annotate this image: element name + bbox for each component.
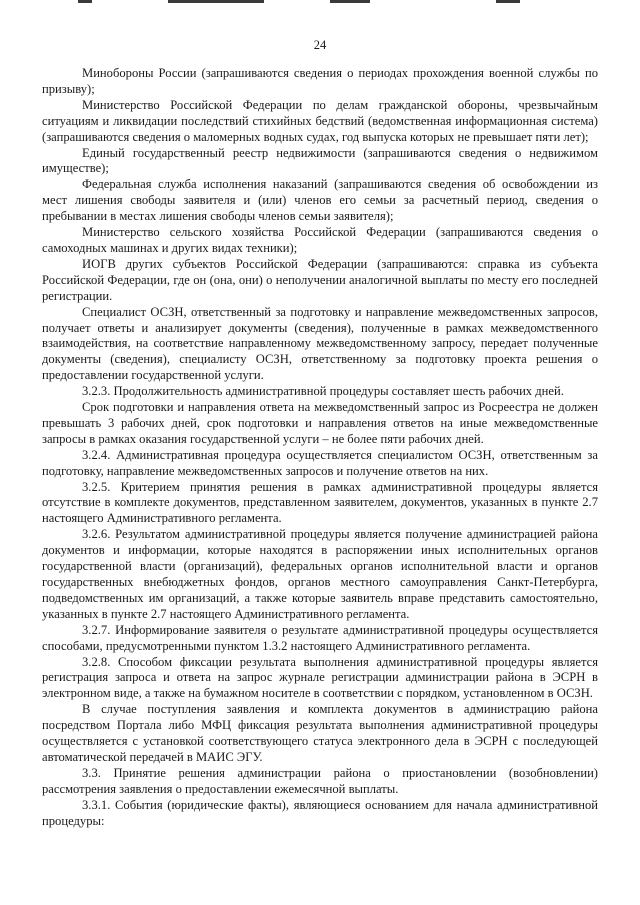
- paragraph: 3.2.7. Информирование заявителя о результате административной процедуры осуществляется способами, предусмотренными пунктом 1.3.2 настоящего Административного регламента.: [42, 622, 598, 653]
- page-number: 24: [313, 38, 327, 52]
- paragraph: 3.3.1. События (юридические факты), являющиеся основанием для начала административной процедуры:: [42, 797, 598, 828]
- paragraph: 3.2.4. Административная процедура осуществляется специалистом ОСЗН, ответственным за подготовку, направление межведомственных запросов и получение ответов на них.: [42, 447, 598, 478]
- paragraph: Минобороны России (запрашиваются сведения о периодах прохождения военной службы по призыву);: [42, 66, 598, 96]
- paragraph: 3.2.3. Продолжительность административной процедуры составляет шесть рабочих дней.: [82, 384, 564, 399]
- paragraph: Министерство Российской Федерации по делам гражданской обороны, чрезвычайным ситуациям и ликвидации последствий стихийных бедствий (ведомственная информационная система) (запрашиваются сведения о маломерных водных судах, год выпуска которых не превышает пяти лет);: [42, 97, 598, 144]
- document-body: [42, 66, 598, 830]
- paragraph: Министерство сельского хозяйства Российской Федерации (запрашиваются сведения о самоходных машинах и других видах техники);: [42, 225, 598, 255]
- paragraph: Федеральная служба исполнения наказаний (запрашиваются сведения об освобождении из мест лишения свободы заявителя и (или) членов его семьи за расчетный период, сведения о пребывании в местах лишения свободы членов семьи заявителя);: [42, 177, 598, 224]
- paragraph: 3.2.6. Результатом административной процедуры является получение администрацией района документов и информации, которые находятся в распоряжении иных исполнительных органов государственной власти (организаций), федеральных органов исполнительной власти и органов государственных внебюджетных фондов, органов местного самоуправления Санкт-Петербурга, подведомственных им организаций, а также которые заявитель вправе представить самостоятельно, указанных в пункте 2.7 настоящего Административного регламента.: [42, 527, 598, 621]
- paragraph: 3.3. Принятие решения администрации района о приостановлении (возобновлении) рассмотрения заявления о предоставлении ежемесячной выплаты.: [42, 765, 598, 796]
- paragraph: 3.2.5. Критерием принятия решения в рамках административной процедуры является отсутствие в комплекте документов, представленном заявителем, документов, указанных в пункте 2.7 настоящего Административного регламента.: [42, 479, 598, 526]
- paragraph: ИОГВ других субъектов Российской Федерации (запрашиваются: справка из субъекта Российской Федерации, где он (она, они) о неполучении аналогичной выплаты по месту его последней регистрации.: [42, 256, 598, 303]
- paragraph: Срок подготовки и направления ответа на межведомственный запрос из Росреестра не должен превышать 3 рабочих дней, срок подготовки и направления ответов на иные межведомственные запросы в рамках оказания государственной услуги – не более пяти рабочих дней.: [42, 400, 598, 446]
- paragraph: Специалист ОСЗН, ответственный за подготовку и направление межведомственных запросов, получает ответы и анализирует документы (сведения), полученные в рамках межведомственного взаимодействия, на соответствие направленному межведомственному запросу, передает полученные документы (сведения), специалисту ОСЗН, ответственному за подготовку проекта решения о предоставлении государственной услуги.: [42, 304, 598, 383]
- paragraph: В случае поступления заявления и комплекта документов в администрацию района посредством Портала либо МФЦ фиксация результата выполнения административной процедуры осуществляется с установкой соответствующего статуса электронного дела в ЭСРН с последующей автоматической передачей в МАИС ЭГУ.: [42, 702, 598, 764]
- paragraph: Единый государственный реестр недвижимости (запрашиваются сведения о недвижимом имуществе);: [42, 145, 598, 176]
- scan-edge-marks: [0, 0, 640, 3]
- paragraph: 3.2.8. Способом фиксации результата выполнения административной процедуры является регистрация запроса и ответа на запрос журнале регистрации администрации района в ЭСРН в электронном виде, а также на бумажном носителе в соответствии с порядком, установленном в ОСЗН.: [42, 654, 598, 701]
